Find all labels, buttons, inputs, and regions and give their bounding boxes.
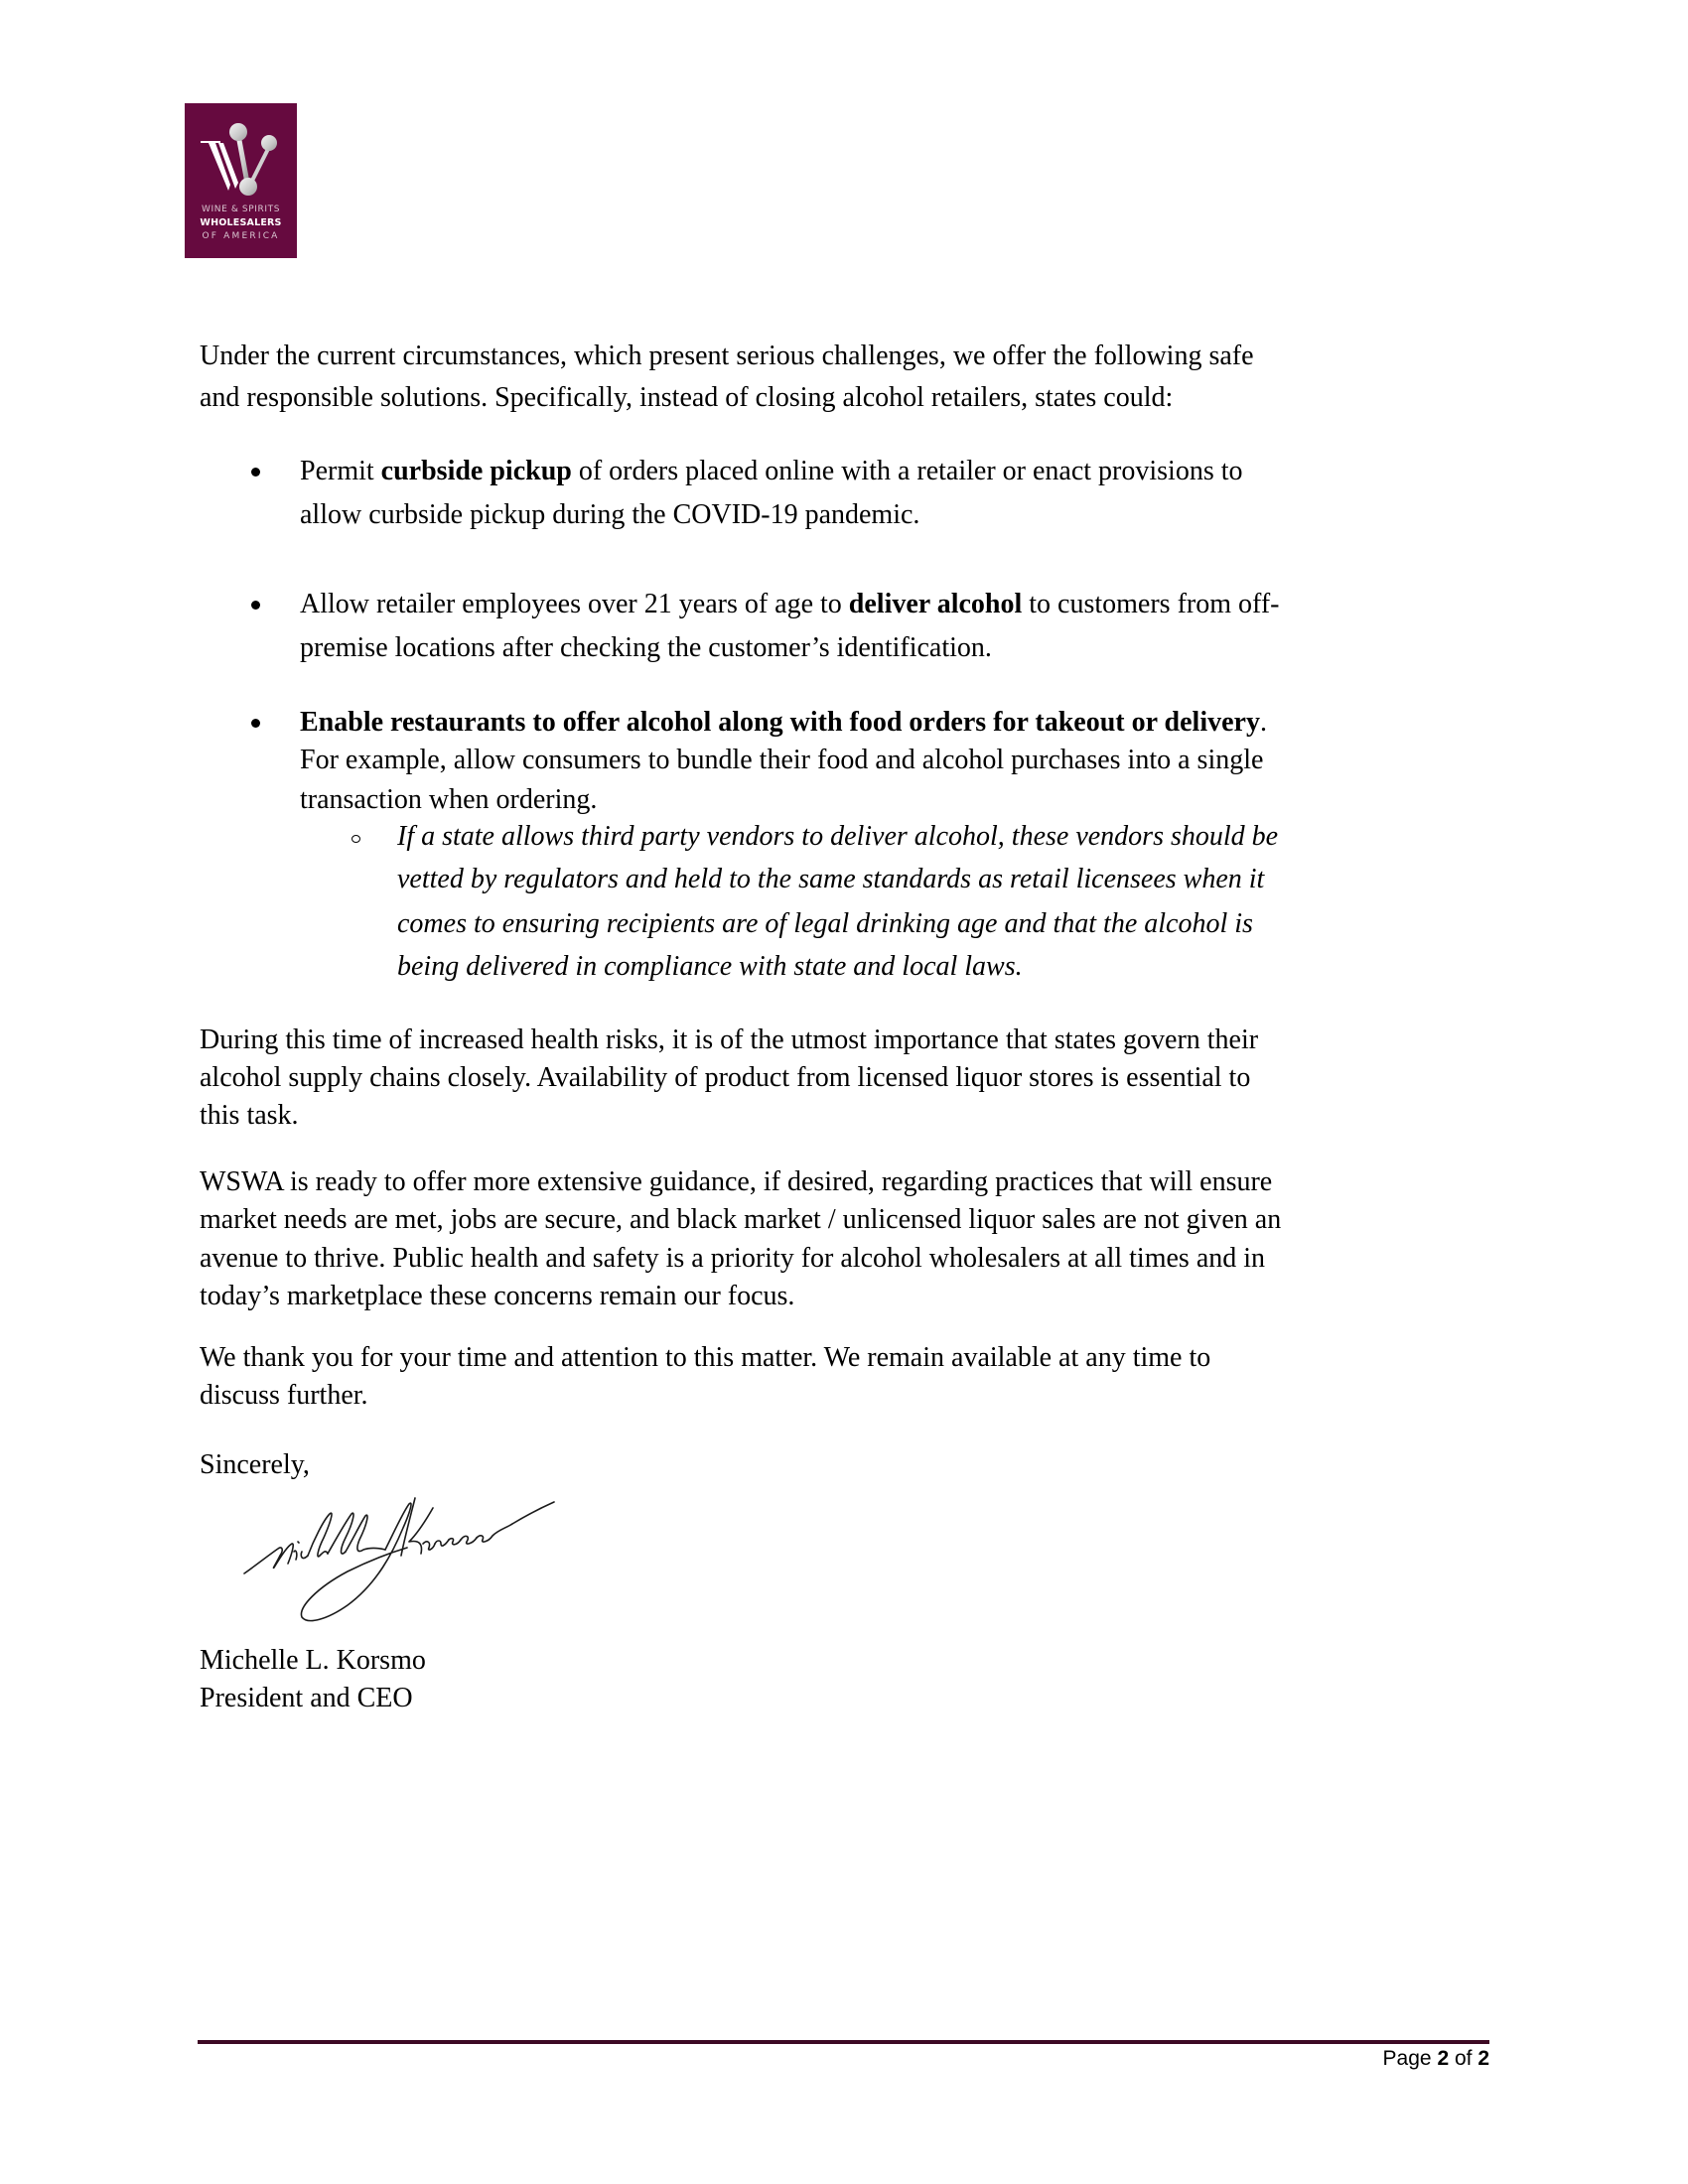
paragraph-line: market needs are met, jobs are secure, and black market / unlicensed liquor sales are not given an (200, 1204, 1282, 1235)
bullet-line (300, 585, 1279, 624)
page-of: of (1449, 2047, 1478, 2070)
logo-text-wholesalers: WHOLESALERS (200, 217, 282, 228)
bullet-line (300, 452, 1243, 491)
paragraph-line: We thank you for your time and attention to this matter. We remain available at any time to (200, 1342, 1211, 1373)
paragraph-line: WSWA is ready to offer more extensive guidance, if desired, regarding practices that will ensure (200, 1166, 1273, 1197)
bullet-line: premise locations after checking the customer’s identification. (300, 632, 992, 663)
paragraph-line: alcohol supply chains closely. Availability of product from licensed liquor stores is essential to (200, 1062, 1251, 1093)
footer-rule (198, 2040, 1489, 2044)
page-label: Page (1382, 2047, 1438, 2070)
bullet-line: transaction when ordering. (300, 784, 598, 815)
sub-bullet-line: If a state allows third party vendors to deliver alcohol, these vendors should be (397, 821, 1279, 852)
text: Allow retailer employees over 21 years of age to (300, 589, 849, 619)
signer-title: President and CEO (200, 1683, 413, 1713)
page-total: 2 (1477, 2047, 1489, 2070)
handwritten-signature (238, 1494, 596, 1648)
bullet-line: For example, allow consumers to bundle their food and alcohol purchases into a single (300, 745, 1264, 775)
sub-bullet-line: vetted by regulators and held to the same standards as retail licensees when it (397, 864, 1265, 894)
page-current: 2 (1437, 2047, 1450, 2070)
paragraph-line: discuss further. (200, 1380, 368, 1411)
wswa-logo (185, 103, 297, 258)
sub-bullet-line: comes to ensuring recipients are of legal drinking age and that the alcohol is (397, 908, 1253, 939)
bold-text: deliver alcohol (848, 589, 1023, 619)
page-number (1383, 2047, 1489, 2071)
bullet-line (300, 703, 1267, 743)
bold-text: Enable restaurants to offer alcohol along with food orders for takeout or delivery (300, 707, 1260, 738)
bullet-icon (251, 719, 260, 728)
paragraph-line: During this time of increased health risks, it is of the utmost importance that states govern their (200, 1024, 1259, 1055)
paragraph-line: avenue to thrive. Public health and safety is a priority for alcohol wholesalers at all times and in (200, 1243, 1266, 1274)
logo-text-wine-spirits: WINE & SPIRITS (201, 205, 281, 214)
bullet-icon (251, 601, 260, 610)
text: Permit (300, 456, 381, 486)
logo-text-of-america: OF AMERICA (202, 231, 280, 241)
logo-w-mark-icon (185, 103, 297, 203)
text: of orders placed online with a retailer or enact provisions to (571, 456, 1243, 486)
bullet-line: allow curbside pickup during the COVID-19 pandemic. (300, 499, 920, 530)
text: to customers from off- (1022, 589, 1280, 619)
intro-line: Under the current circumstances, which present serious challenges, we offer the following safe (200, 341, 1254, 371)
paragraph-line: today’s marketplace these concerns remain our focus. (200, 1281, 795, 1311)
bullet-icon (251, 468, 260, 477)
text: . (1259, 707, 1267, 738)
bold-text: curbside pickup (380, 456, 572, 486)
signer-name: Michelle L. Korsmo (200, 1645, 426, 1676)
sub-bullet-line: being delivered in compliance with state and local laws. (397, 951, 1023, 982)
intro-line: and responsible solutions. Specifically, instead of closing alcohol retailers, states could: (200, 382, 1174, 413)
sub-bullet-circle-icon (352, 835, 360, 843)
closing-salutation: Sincerely, (200, 1449, 310, 1480)
paragraph-line: this task. (200, 1100, 299, 1131)
